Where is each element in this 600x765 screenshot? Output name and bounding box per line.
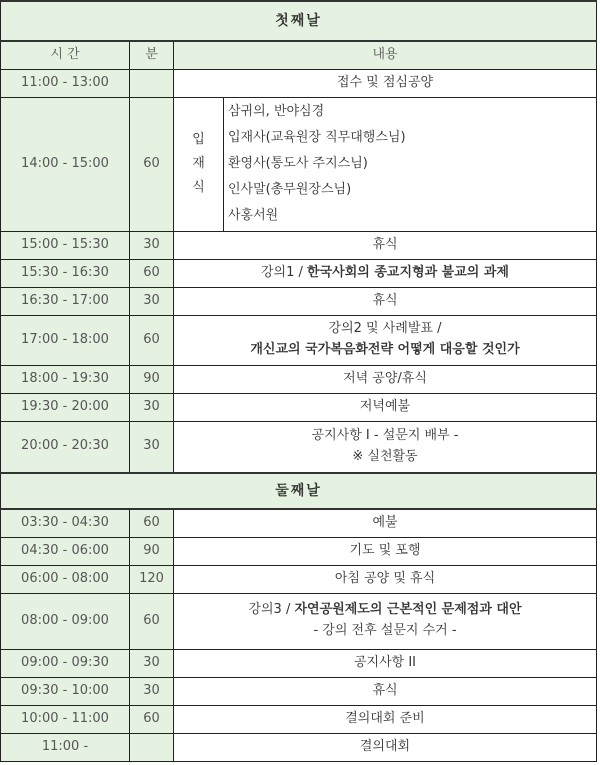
content-cell: 예불 — [174, 509, 597, 537]
table-row — [1, 565, 597, 593]
lecture-prefix: 강의3 / — [248, 602, 295, 618]
ceremony-item: 인사말(총무원장스님) — [228, 182, 352, 197]
lecture-title: 개신교의 국가복음화전략 어떻게 대응할 것인가 — [250, 342, 520, 357]
table-row — [1, 259, 597, 287]
column-header-minutes: 분 — [130, 41, 174, 69]
table-row — [1, 733, 597, 761]
lecture-title: 한국사회의 종교지형과 불교의 과제 — [307, 264, 509, 280]
lecture-line: 강의2 및 사례발표 / — [328, 321, 442, 337]
content-cell: 휴식 — [174, 287, 597, 315]
content-cell: 저녁예불 — [174, 393, 597, 421]
content-cell: 저녁 공양/휴식 — [174, 365, 597, 393]
column-header-row — [1, 41, 597, 69]
content-cell — [174, 593, 597, 649]
time-cell: 14:00 - 15:00 — [1, 97, 130, 231]
content-cell: 접수 및 점심공양 — [174, 69, 597, 97]
time-cell: 17:00 - 18:00 — [1, 315, 130, 365]
minutes-cell: 60 — [130, 593, 174, 649]
time-cell: 18:00 - 19:30 — [1, 365, 130, 393]
column-header-content: 내용 — [174, 41, 597, 69]
table-row — [1, 287, 597, 315]
day1-header-row — [1, 1, 597, 41]
content-cell: 휴식 — [174, 231, 597, 259]
minutes-cell: 90 — [130, 537, 174, 565]
ceremony-item: 환영사(통도사 주지스님) — [228, 156, 368, 171]
ceremony-item: 입재사(교육원장 직무대행스님) — [228, 130, 406, 145]
ceremony-item: 사홍서원 — [228, 208, 279, 223]
time-cell: 16:30 - 17:00 — [1, 287, 130, 315]
content-cell: 결의대회 — [174, 733, 597, 761]
time-cell: 15:00 - 15:30 — [1, 231, 130, 259]
table-row — [1, 315, 597, 365]
minutes-cell: 120 — [130, 565, 174, 593]
table-row — [1, 69, 597, 97]
content-cell — [174, 259, 597, 287]
time-cell: 15:30 - 16:30 — [1, 259, 130, 287]
opening-ceremony-items — [224, 97, 597, 231]
content-cell: 공지사항 II — [174, 649, 597, 677]
minutes-cell: 60 — [130, 705, 174, 733]
table-row — [1, 593, 597, 649]
table-row — [1, 705, 597, 733]
time-cell: 03:30 - 04:30 — [1, 509, 130, 537]
minutes-cell: 30 — [130, 421, 174, 473]
lecture-prefix: 강의1 / — [261, 264, 308, 280]
table-row — [1, 677, 597, 705]
table-row — [1, 231, 597, 259]
minutes-cell — [130, 733, 174, 761]
minutes-cell: 30 — [130, 649, 174, 677]
lecture-note: - 강의 전후 설문지 수거 - — [313, 623, 457, 638]
column-header-time: 시 간 — [1, 41, 130, 69]
time-cell: 11:00 - — [1, 733, 130, 761]
time-cell: 06:00 - 08:00 — [1, 565, 130, 593]
content-cell: 결의대회 준비 — [174, 705, 597, 733]
minutes-cell: 30 — [130, 677, 174, 705]
content-cell — [174, 421, 597, 473]
time-cell: 09:30 - 10:00 — [1, 677, 130, 705]
notice-line: ※ 실천활동 — [352, 448, 418, 464]
label-char: 입 — [192, 132, 205, 147]
content-cell: 기도 및 포행 — [174, 537, 597, 565]
lecture-title: 자연공원제도의 근본적인 문제점과 대안 — [294, 602, 522, 618]
table-row — [1, 537, 597, 565]
content-cell: 휴식 — [174, 677, 597, 705]
content-cell: 아침 공양 및 휴식 — [174, 565, 597, 593]
minutes-cell — [130, 69, 174, 97]
table-row — [1, 365, 597, 393]
minutes-cell: 60 — [130, 259, 174, 287]
minutes-cell: 30 — [130, 393, 174, 421]
table-row — [1, 509, 597, 537]
notice-line: 공지사항 I - 설문지 배부 - — [311, 427, 459, 443]
day1-title: 첫째날 — [1, 1, 597, 41]
time-cell: 19:30 - 20:00 — [1, 393, 130, 421]
table-row — [1, 421, 597, 473]
content-cell — [174, 315, 597, 365]
time-cell: 11:00 - 13:00 — [1, 69, 130, 97]
minutes-cell: 30 — [130, 231, 174, 259]
time-cell: 10:00 - 11:00 — [1, 705, 130, 733]
ceremony-item: 삼귀의, 반야심경 — [228, 104, 325, 119]
minutes-cell: 60 — [130, 97, 174, 231]
day2-title: 둘째날 — [1, 473, 597, 509]
label-char: 식 — [192, 180, 205, 195]
time-cell: 09:00 - 09:30 — [1, 649, 130, 677]
day2-header-row — [1, 473, 597, 509]
label-char: 재 — [192, 156, 205, 171]
minutes-cell: 90 — [130, 365, 174, 393]
opening-ceremony-label — [174, 97, 224, 231]
minutes-cell: 30 — [130, 287, 174, 315]
time-cell: 20:00 - 20:30 — [1, 421, 130, 473]
minutes-cell: 60 — [130, 509, 174, 537]
table-row — [1, 393, 597, 421]
table-row-opening-ceremony — [1, 97, 597, 231]
time-cell: 04:30 - 06:00 — [1, 537, 130, 565]
minutes-cell: 60 — [130, 315, 174, 365]
table-row — [1, 649, 597, 677]
time-cell: 08:00 - 09:00 — [1, 593, 130, 649]
